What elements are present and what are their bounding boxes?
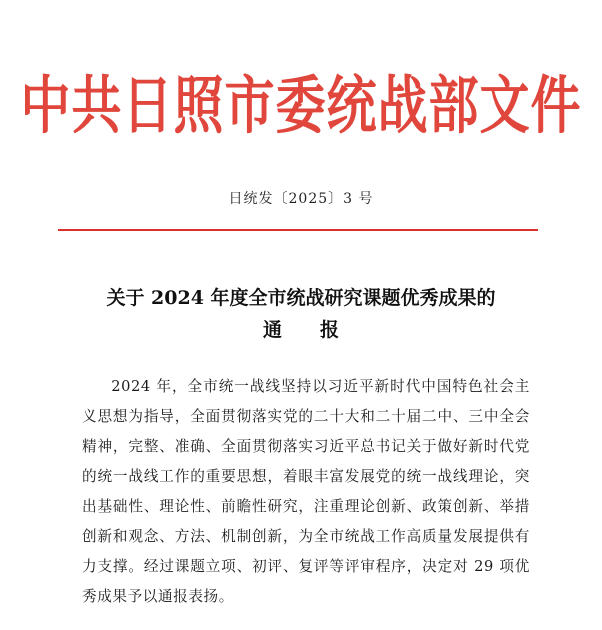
document-masthead: 中共日照市委统战部文件 <box>20 69 582 142</box>
document-body-paragraph: 2024 年，全市统一战线坚持以习近平新时代中国特色社会主义思想为指导，全面贯彻落实党的二十大和二十届二中、三中全会精神，完整、准确、全面贯彻落实习近平总书记关于做好新时代党的统一战线工作的重要思想，着眼丰富发展党的统一战线理论，突出基础性、理论性、前瞻性研究，注重理论创新、政策创新、举措创新和观念、方法、机制创新，为全市统战工作高质量发展提供有力支撑。经过课题立项、初评、复评等评审程序，决定对 29 项优秀成果予以通报表扬。 <box>82 378 530 605</box>
document-number: 日统发〔2025〕3 号 <box>228 191 374 207</box>
document-title-line-1: 关于 2024 年度全市统战研究课题优秀成果的 <box>106 287 496 309</box>
document-title-line-2: 通报 <box>262 319 377 341</box>
red-divider-line <box>58 229 538 231</box>
